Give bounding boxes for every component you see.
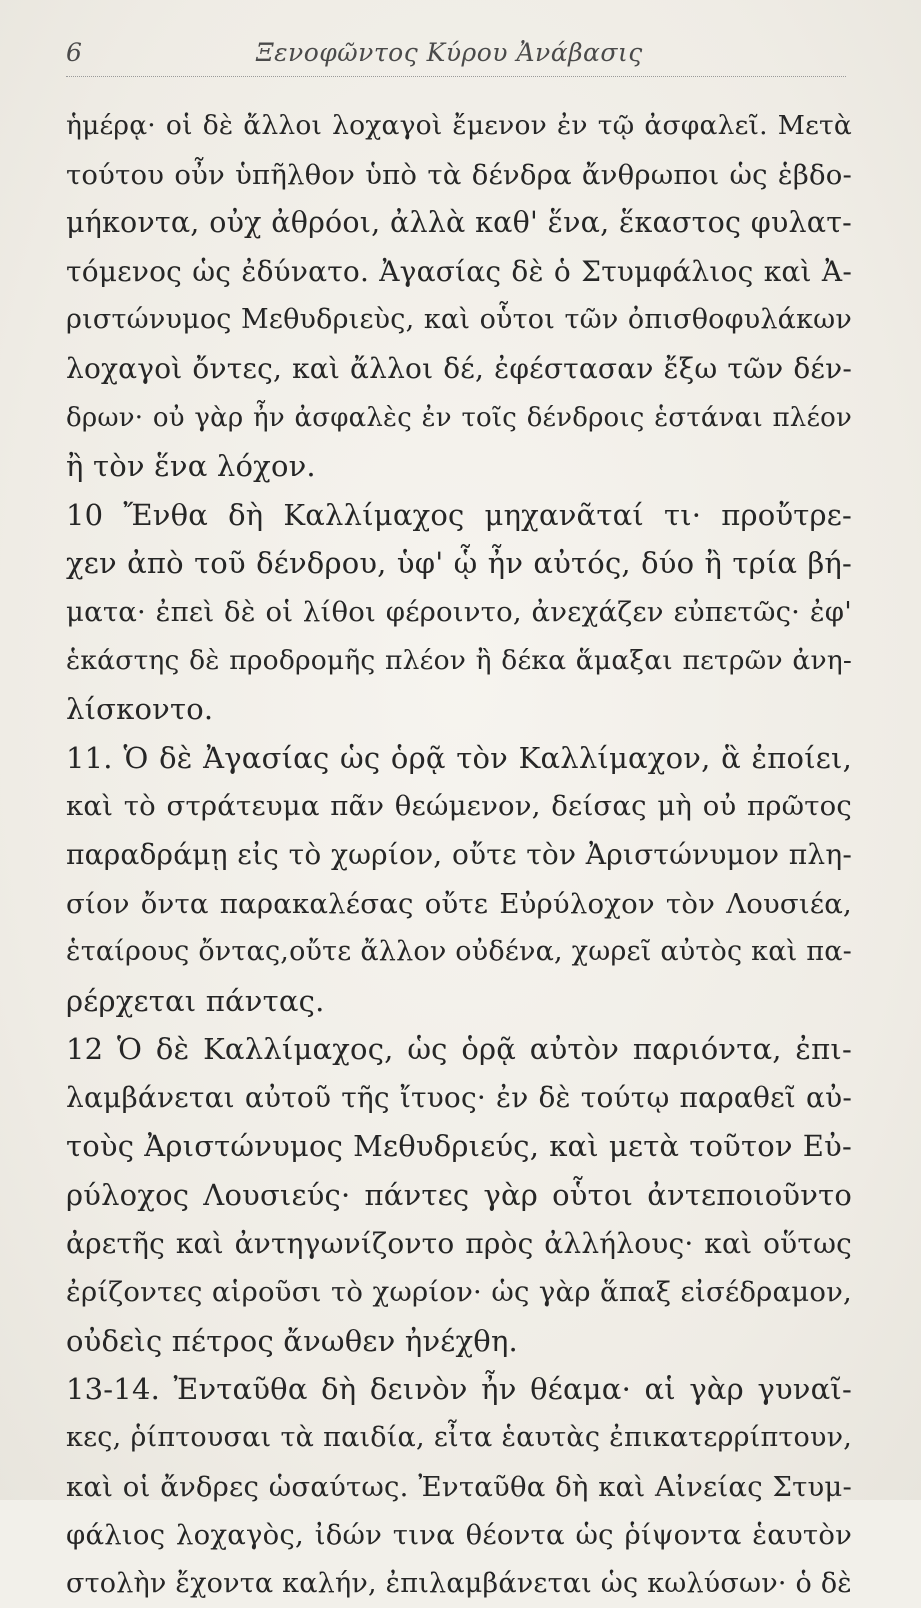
text-line: τούτου οὖν ὑπῆλθον ὑπὸ τὰ δένδρα ἄνθρωποι ὡς ἑβδο- — [66, 158, 852, 191]
text-line: 10 Ἔνθα δὴ Καλλίμαχος μηχανᾶταί τι· προὔτρε- — [66, 497, 852, 532]
text-line: τοὺς Ἀριστώνυμος Μεθυδριεύς, καὶ μετὰ τοῦτον Εὐ- — [66, 1129, 852, 1164]
text-line: ἀρετῆς καὶ ἀντηγωνίζοντο πρὸς ἀλλήλους· καὶ οὕτως — [66, 1226, 852, 1260]
text-line: ἐρίζοντες αἱροῦσι τὸ χωρίον· ὡς γὰρ ἅπαξ εἰσέδραμον, — [66, 1276, 852, 1309]
text-line: φάλιος λοχαγὸς, ἰδών τινα θέοντα ὡς ῥίψοντα ἑαυτὸν — [66, 1519, 852, 1552]
text-line: ματα· ἐπεὶ δὲ οἱ λίθοι φέροιντο, ἀνεχάζεν εὐπετῶς· ἐφ' — [66, 595, 852, 628]
text-line: ἑταίρους ὄντας,οὔτε ἄλλον οὐδένα, χωρεῖ αὐτὸς καὶ πα- — [66, 936, 852, 968]
running-title: Ξενοφῶντος Κύρου Ἀνάβασις — [256, 38, 643, 67]
text-line: ἑκάστης δὲ προδρομῆς πλέον ἢ δέκα ἅμαξαι πετρῶν ἀνη- — [66, 644, 852, 676]
text-line: ἡμέρᾳ· οἱ δὲ ἄλλοι λοχαγοὶ ἔμενον ἐν τῷ ἀσφαλεῖ. Μετὰ — [66, 110, 852, 141]
body-text — [66, 102, 852, 1608]
running-head — [66, 36, 846, 76]
text-line: κες, ῥίπτουσαι τὰ παιδία, εἶτα ἑαυτὰς ἐπικατερρίπτουν, — [66, 1422, 852, 1454]
text-line: στολὴν ἔχοντα καλήν, ἐπιλαμβάνεται ὡς κωλύσων· ὁ δὲ — [66, 1567, 852, 1599]
text-line: παραδράμῃ εἰς τὸ χωρίον, οὔτε τὸν Ἀριστώνυμον πλη- — [66, 837, 852, 871]
text-line: οὐδεὶς πέτρος ἄνωθεν ἠνέχθη. — [66, 1323, 518, 1358]
text-line: λαμβάνεται αὐτοῦ τῆς ἴτυος· ἐν δὲ τούτῳ παραθεῖ αὐ- — [66, 1080, 852, 1114]
text-line: καὶ τὸ στράτευμα πᾶν θεώμενον, δείσας μὴ οὐ πρῶτος — [66, 790, 852, 823]
header-dotted-rule — [66, 76, 846, 77]
text-line: ριστώνυμος Μεθυδριεὺς, καὶ οὗτοι τῶν ὀπισθοφυλάκων — [66, 304, 852, 336]
text-line: 12 Ὁ δὲ Καλλίμαχος, ὡς ὁρᾷ αὐτὸν παριόντα, ἐπι- — [66, 1032, 852, 1067]
text-line: δρων· οὐ γὰρ ἦν ἀσφαλὲς ἐν τοῖς δένδροις ἑστάναι πλέον — [66, 402, 852, 433]
text-line: ρέρχεται πάντας. — [66, 983, 325, 1018]
text-line: τόμενος ὡς ἐδύνατο. Ἀγασίας δὲ ὁ Στυμφάλιος καὶ Ἀ- — [66, 254, 852, 288]
text-line: καὶ οἱ ἄνδρες ὡσαύτως. Ἐνταῦθα δὴ καὶ Αἰνείας Στυμ- — [66, 1470, 852, 1503]
text-line: λίσκοντο. — [66, 692, 214, 727]
text-line: σίον ὄντα παρακαλέσας οὔτε Εὐρύλοχον τὸν Λουσιέα, — [66, 887, 852, 920]
text-line: χεν ἀπὸ τοῦ δένδρου, ὑφ' ᾧ ἦν αὐτός, δύο ἢ τρία βή- — [66, 546, 852, 581]
text-line: ἢ τὸν ἕνα λόχον. — [66, 449, 316, 484]
text-line: ρύλοχος Λουσιεύς· πάντες γὰρ οὗτοι ἀντεποιοῦντο — [66, 1178, 852, 1213]
text-line: μήκοντα, οὐχ ἀθρόοι, ἀλλὰ καθ' ἕνα, ἕκαστος φυλατ- — [66, 206, 852, 240]
text-line: 11. Ὁ δὲ Ἀγασίας ὡς ὁρᾷ τὸν Καλλίμαχον, ἃ ἐποίει, — [66, 740, 852, 775]
page-number: 6 — [66, 38, 82, 67]
text-line: λοχαγοὶ ὄντες, καὶ ἄλλοι δέ, ἐφέστασαν ἔξω τῶν δέν- — [66, 351, 852, 385]
text-line: 13-14. Ἐνταῦθα δὴ δεινὸν ἦν θέαμα· αἱ γὰρ γυναῖ- — [66, 1372, 852, 1407]
